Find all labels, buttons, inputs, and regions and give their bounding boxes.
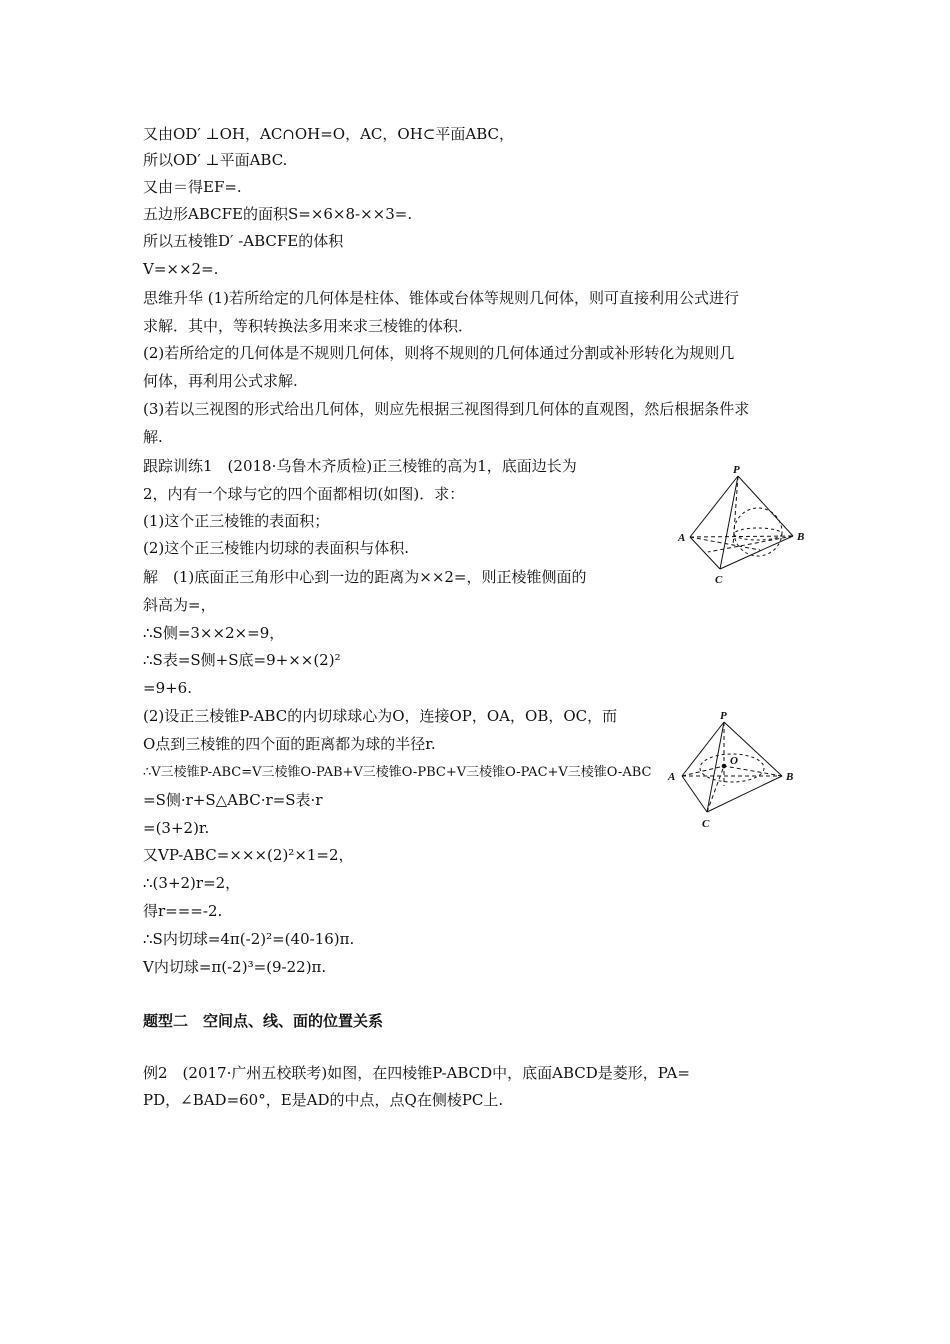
label-b: B — [786, 771, 794, 783]
text-line: 例2 (2017·广州五校联考)如图，在四棱锥P-ABCD中，底面ABCD是菱形，PA= — [143, 1064, 690, 1082]
edge-pc — [720, 476, 738, 569]
edge-bc — [720, 536, 793, 569]
text-line: (1)这个正三棱锥的表面积； — [143, 512, 330, 530]
section-heading: 题型二 空间点、线、面的位置关系 — [143, 1012, 384, 1030]
label-c: C — [715, 574, 723, 586]
text-line: 五边形ABCFE的面积S=×6×8-××3=. — [143, 205, 413, 223]
text-line: 解 (1)底面正三角形中心到一边的距离为××2=，则正棱锥侧面的 — [143, 568, 587, 586]
label-a: A — [678, 532, 686, 544]
center-point — [722, 764, 726, 768]
text-line: O点到三棱锥的四个面的距离都为球的半径r. — [143, 735, 436, 753]
edge-ab-hidden — [690, 536, 793, 537]
text-line: ∴S内切球=4π(-2)²=(40-16)π. — [143, 930, 355, 948]
text-line: 思维升华 (1)若所给定的几何体是柱体、锥体或台体等规则几何体，则可直接利用公式进行 — [143, 289, 740, 307]
text-line: V内切球=π(-2)³=(9-22)π. — [143, 958, 327, 976]
text-line: 斜高为=， — [143, 596, 216, 614]
text-line: 解. — [143, 428, 163, 446]
label-c: C — [702, 818, 710, 830]
text-line: ∴S侧=3××2×=9， — [143, 624, 285, 642]
inscribed-sphere — [734, 508, 782, 556]
label-o: O — [730, 755, 738, 767]
text-line: 又由＝得EF=. — [143, 178, 242, 196]
text-line: 又由OD′ ⊥OH，AC∩OH=O，AC，OH⊂平面ABC， — [143, 125, 514, 143]
tetrahedron-figure-2 — [660, 708, 820, 833]
sphere-equator — [734, 528, 782, 540]
text-line: 所以OD′ ⊥平面ABC. — [143, 151, 288, 169]
edge-bc — [707, 776, 782, 812]
text-line: 2，内有一个球与它的四个面都相切(如图)．求： — [143, 485, 465, 503]
edge-pa — [690, 476, 738, 537]
text-line: 所以五棱锥D′ -ABCFE的体积 — [143, 232, 344, 250]
text-line: =9+6. — [143, 679, 192, 697]
text-line: 得r===-2. — [143, 902, 223, 920]
edge-pb — [738, 476, 793, 536]
label-p: P — [733, 464, 740, 476]
text-line: 求解．其中，等积转换法多用来求三棱锥的体积． — [143, 317, 474, 335]
tetrahedron-figure-1 — [670, 462, 815, 592]
text-line: 又VP-ABC=×××(2)²×1=2， — [143, 846, 354, 864]
edge-pc — [707, 722, 724, 812]
edge-ac — [690, 537, 720, 569]
text-line: (3)若以三视图的形式给出几何体，则应先根据三视图得到几何体的直观图，然后根据条件求 — [143, 400, 750, 418]
label-b: B — [797, 531, 805, 543]
text-line: 何体，再利用公式求解. — [143, 372, 298, 390]
edge-ac — [682, 776, 707, 812]
text-line: =(3+2)r. — [143, 819, 210, 837]
text-line: PD，∠BAD=60°，E是AD的中点，点Q在侧棱PC上. — [143, 1091, 504, 1109]
text-line: =S侧·r+S△ABC·r=S表·r — [143, 791, 323, 809]
label-p: P — [720, 710, 727, 722]
text-line: ∴(3+2)r=2， — [143, 874, 241, 892]
text-line: ∴V三棱锥P-ABC=V三棱锥O-PAB+V三棱锥O-PBC+V三棱锥O-PAC+V三棱锥O-ABC — [143, 765, 652, 780]
text-line: (2)这个正三棱锥内切球的表面积与体积. — [143, 539, 410, 557]
median-line — [708, 536, 793, 552]
label-a: A — [668, 771, 676, 783]
text-line: (2)若所给定的几何体是不规则几何体，则将不规则的几何体通过分割或补形转化为规则几 — [143, 344, 735, 362]
text-line: (2)设正三棱锥P-ABC的内切球球心为O，连接OP，OA，OB，OC，而 — [143, 707, 618, 725]
text-line: ∴S表=S侧+S底=9+××(2)² — [143, 651, 341, 669]
text-line: V=××2=. — [143, 260, 219, 278]
text-line: 跟踪训练1 (2018·乌鲁木齐质检)正三棱锥的高为1，底面边长为 — [143, 457, 577, 475]
